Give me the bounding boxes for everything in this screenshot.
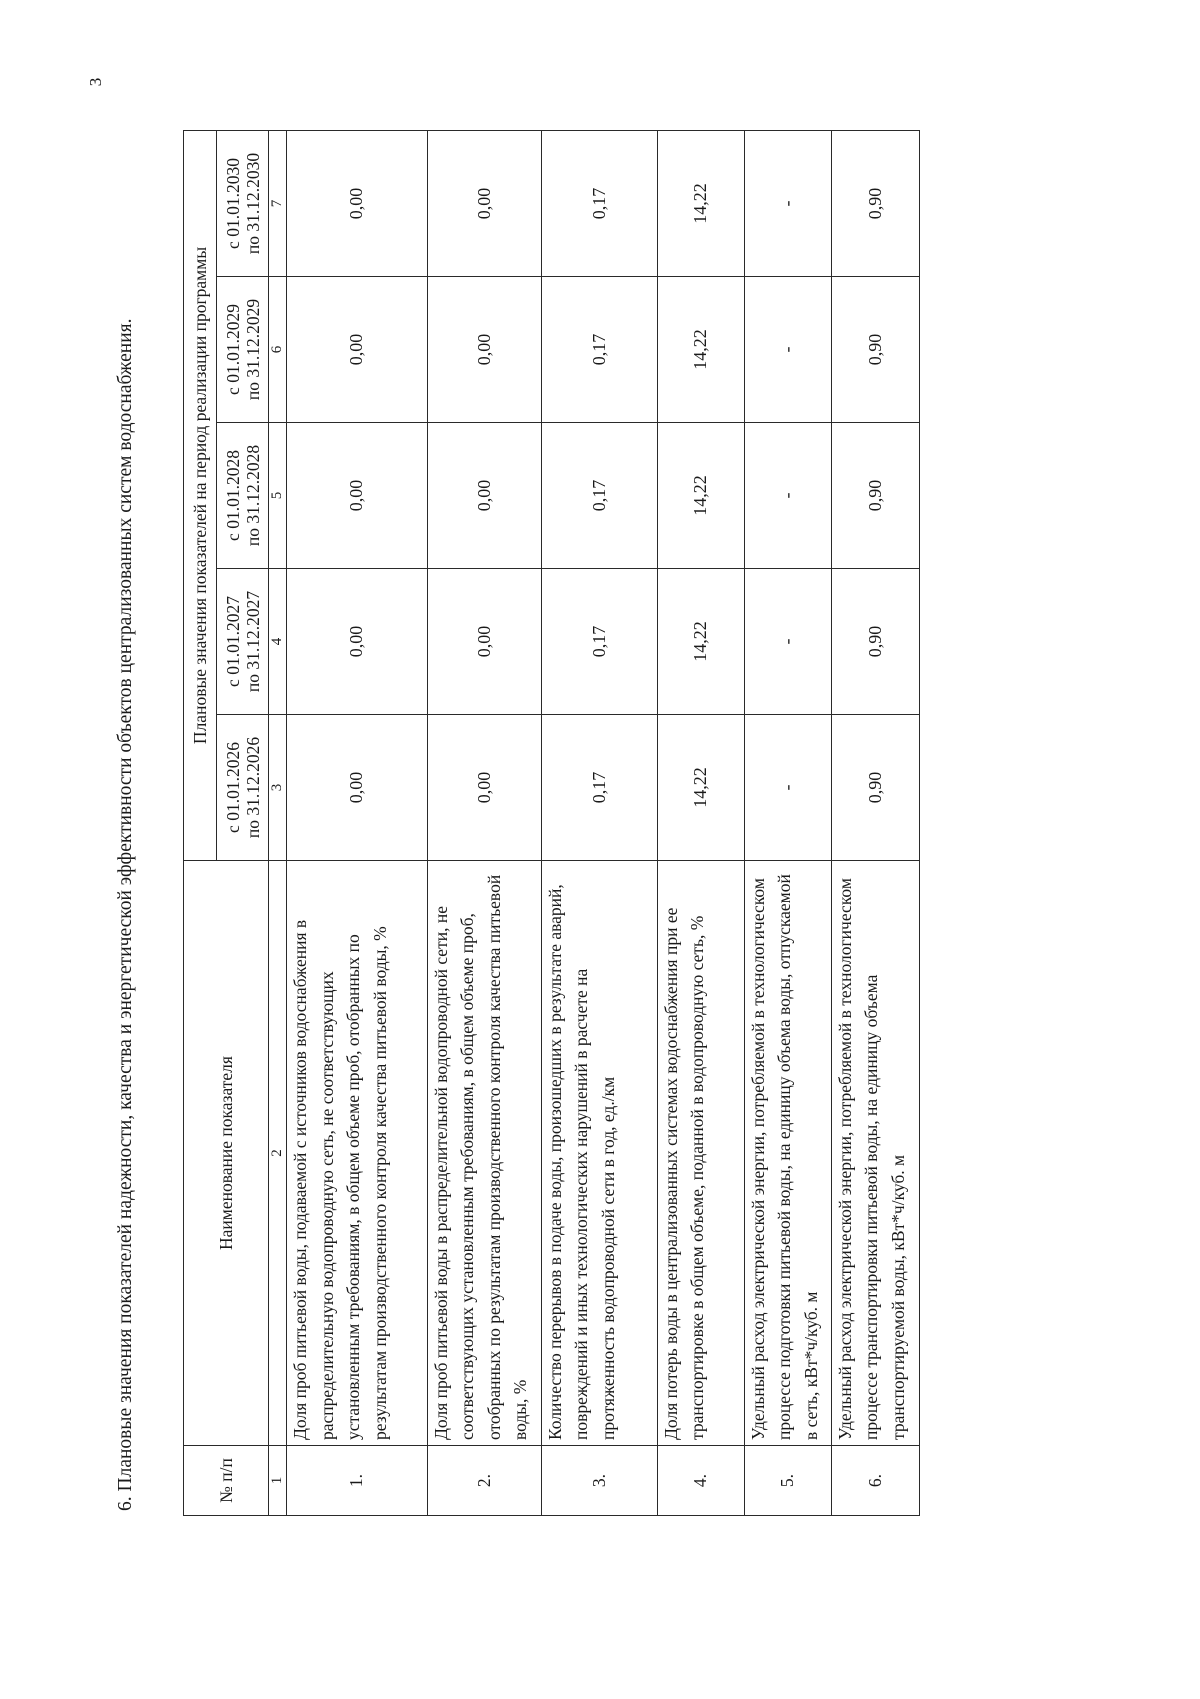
indicator-value: 0,90 <box>831 130 919 276</box>
indicator-value: 0,00 <box>287 715 428 861</box>
indicator-value: 0,90 <box>831 277 919 423</box>
indicator-value: 0,00 <box>427 569 541 715</box>
row-number: 5. <box>744 1446 831 1516</box>
indicator-value: 0,17 <box>541 569 657 715</box>
section-heading: 6. Плановые значения показателей надежности, качества и энергетической эффективности объектов централизованных систем водоснабжения. <box>115 318 136 1511</box>
indicator-value: 0,00 <box>427 423 541 569</box>
column-number: 2 <box>269 861 287 1446</box>
table-row <box>657 130 744 1515</box>
indicator-value: 0,00 <box>427 130 541 276</box>
indicator-value: - <box>744 277 831 423</box>
table-row <box>831 130 919 1515</box>
indicator-value: 0,00 <box>427 715 541 861</box>
row-number: 4. <box>657 1446 744 1516</box>
indicator-value: - <box>744 569 831 715</box>
column-number: 1 <box>269 1446 287 1516</box>
row-number: 1. <box>287 1446 428 1516</box>
page-number: 3 <box>86 77 105 87</box>
column-number: 5 <box>269 423 287 569</box>
indicators-table <box>183 130 920 1516</box>
row-number: 3. <box>541 1446 657 1516</box>
indicator-value: 0,00 <box>427 277 541 423</box>
indicator-value: 0,17 <box>541 277 657 423</box>
row-number: 6. <box>831 1446 919 1516</box>
indicator-value: 0,17 <box>541 715 657 861</box>
header-period: с 01.01.2026 по 31.12.2026 <box>217 715 269 861</box>
indicator-name: Доля проб питьевой воды, подаваемой с источников водоснабжения в распределительную водопроводную сеть, не соответствующих установленным требованиям, в общем объеме проб, отобранных по результатам производственного контроля качества питьевой воды, % <box>287 861 428 1446</box>
indicator-value: 0,90 <box>831 569 919 715</box>
row-number: 2. <box>427 1446 541 1516</box>
indicator-value: 0,00 <box>287 277 428 423</box>
header-name: Наименование показателя <box>184 861 269 1446</box>
table-row <box>427 130 541 1515</box>
column-number: 4 <box>269 569 287 715</box>
header-period: с 01.01.2030 по 31.12.2030 <box>217 130 269 276</box>
indicator-value: 0,90 <box>831 715 919 861</box>
table-row <box>541 130 657 1515</box>
indicator-name: Удельный расход электрической энергии, потребляемой в технологическом процессе подготовки питьевой воды, на единицу объема воды, отпускаемой в сеть, кВт*ч/куб. м <box>744 861 831 1446</box>
indicator-value: 14,22 <box>657 277 744 423</box>
indicator-name: Доля потерь воды в централизованных системах водоснабжения при ее транспортировке в общем объеме, поданной в водопроводную сеть, % <box>657 861 744 1446</box>
indicator-value: 0,90 <box>831 423 919 569</box>
indicator-name: Доля проб питьевой воды в распределительной водопроводной сети, не соответствующих установленным требованиям, в общем объеме проб, отобранных по результатам производственного контроля качества питьевой воды, % <box>427 861 541 1446</box>
header-group: Плановые значения показателей на период реализации программы <box>184 130 217 860</box>
indicator-value: 0,17 <box>541 130 657 276</box>
indicator-value: 0,00 <box>287 423 428 569</box>
indicator-value: - <box>744 130 831 276</box>
column-number: 6 <box>269 277 287 423</box>
table-row <box>287 130 428 1515</box>
header-period: с 01.01.2029 по 31.12.2029 <box>217 277 269 423</box>
header-period: с 01.01.2027 по 31.12.2027 <box>217 569 269 715</box>
column-number: 3 <box>269 715 287 861</box>
header-period: с 01.01.2028 по 31.12.2028 <box>217 423 269 569</box>
table-row <box>744 130 831 1515</box>
column-number: 7 <box>269 130 287 276</box>
indicator-value: 0,00 <box>287 130 428 276</box>
indicator-value: 0,17 <box>541 423 657 569</box>
indicator-value: 0,00 <box>287 569 428 715</box>
indicator-value: - <box>744 715 831 861</box>
indicator-value: 14,22 <box>657 130 744 276</box>
indicator-value: - <box>744 423 831 569</box>
header-no: № п/п <box>184 1446 269 1516</box>
indicator-value: 14,22 <box>657 423 744 569</box>
indicator-name: Количество перерывов в подаче воды, произошедших в результате аварий, повреждений и иных технологических нарушений в расчете на протяженность водопроводной сети в год, ед./км <box>541 861 657 1446</box>
indicator-value: 14,22 <box>657 715 744 861</box>
indicator-value: 14,22 <box>657 569 744 715</box>
indicator-name: Удельный расход электрической энергии, потребляемой в технологическом процессе транспортировки питьевой воды, на единицу объема транспортируемой воды, кВт*ч/куб. м <box>831 861 919 1446</box>
